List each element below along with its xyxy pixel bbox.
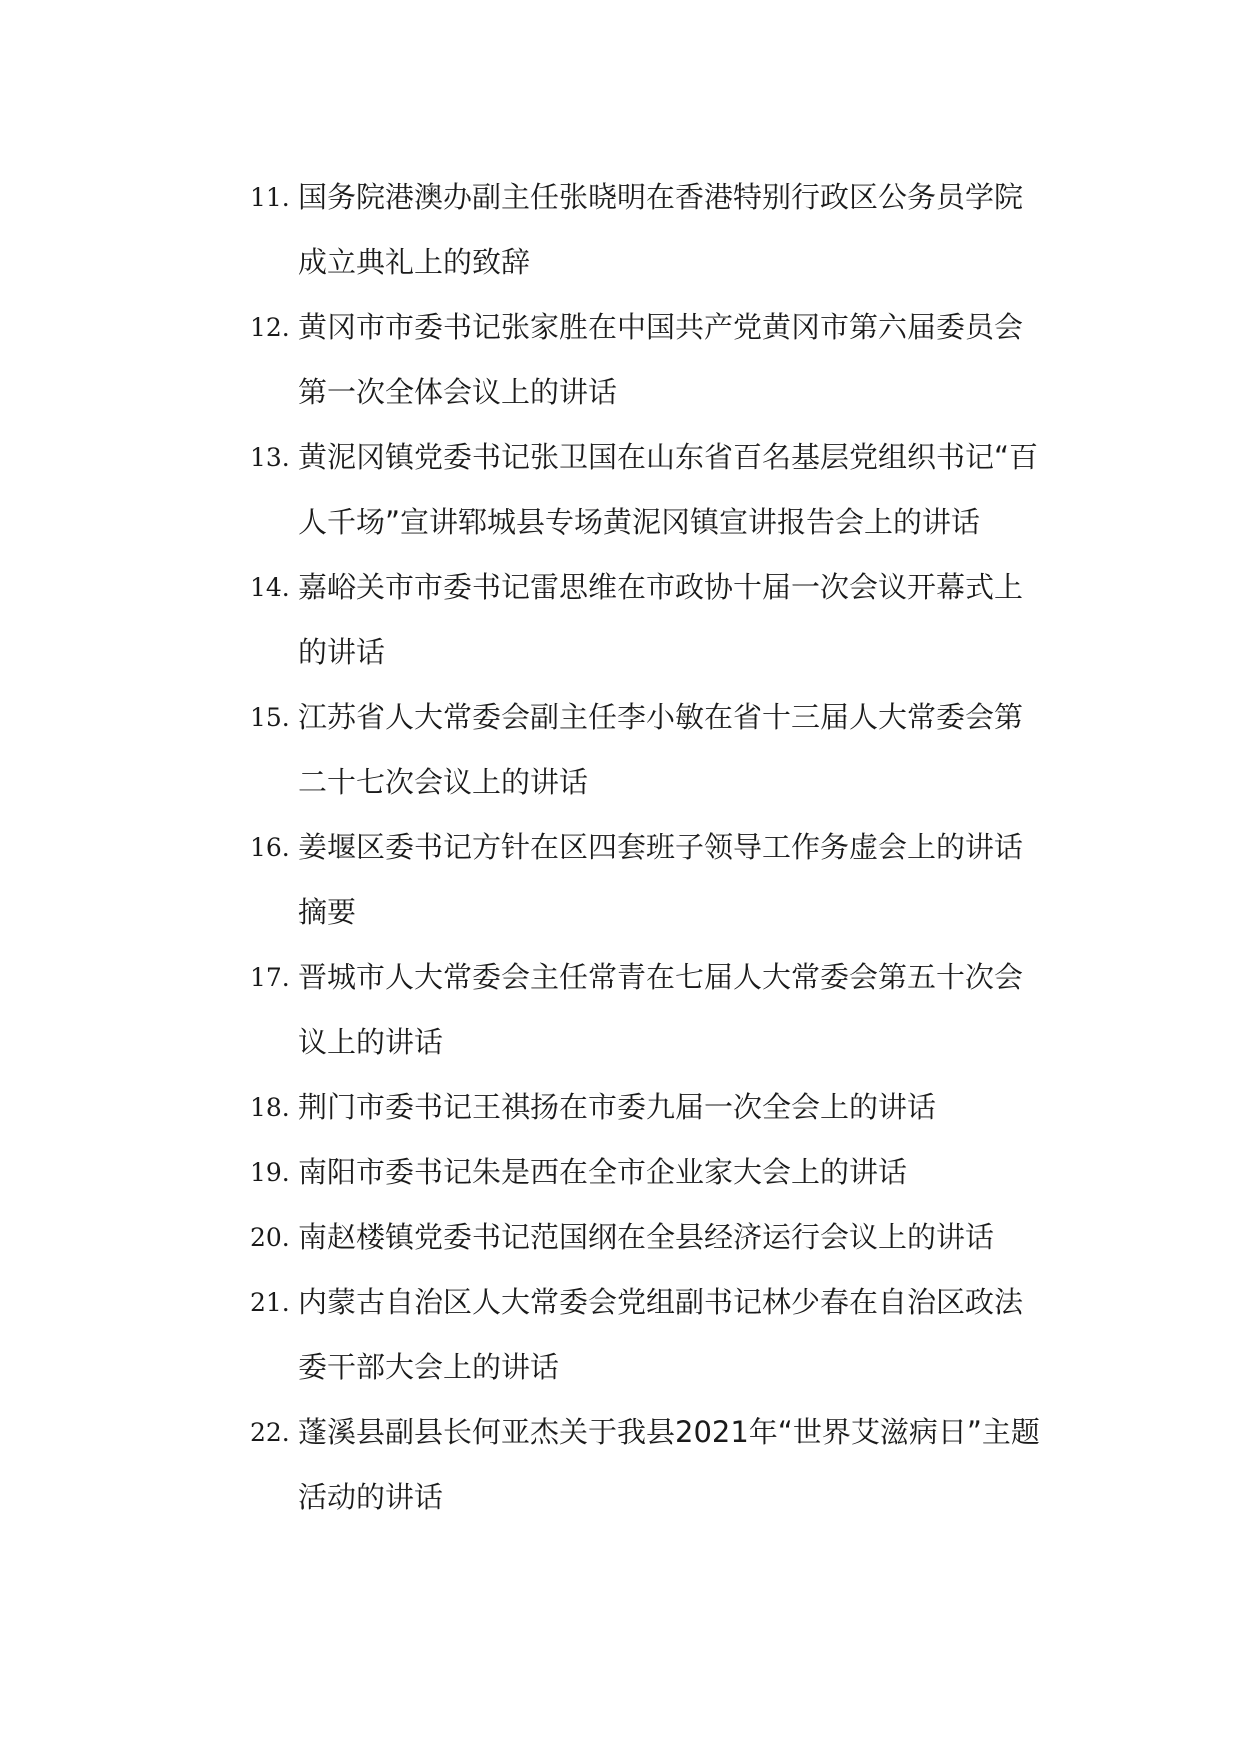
toc-item-title: 南阳市委书记朱是西在全市企业家大会上的讲话 — [298, 1155, 908, 1189]
toc-item-15 — [250, 685, 1040, 815]
toc-item-number: 19. — [250, 1158, 290, 1187]
toc-item-title: 国务院港澳办副主任张晓明在香港特别行政区公务员学院成立典礼上的致辞 — [298, 180, 1024, 279]
toc-item-number: 21. — [250, 1288, 290, 1317]
toc-item-14 — [250, 555, 1040, 685]
toc-item-number: 11. — [250, 183, 290, 212]
toc-item-13 — [250, 425, 1040, 555]
toc-list — [250, 165, 1040, 1530]
toc-item-title: 内蒙古自治区人大常委会党组副书记林少春在自治区政法委干部大会上的讲话 — [298, 1285, 1024, 1384]
toc-item-16 — [250, 815, 1040, 945]
toc-item-title: 蓬溪县副县长何亚杰关于我县2021年“世界艾滋病日”主题活动的讲话 — [298, 1415, 1040, 1514]
toc-item-22 — [250, 1400, 1040, 1530]
toc-item-title: 晋城市人大常委会主任常青在七届人大常委会第五十次会议上的讲话 — [298, 960, 1024, 1059]
toc-item-number: 22. — [250, 1418, 290, 1447]
toc-item-number: 16. — [250, 833, 290, 862]
toc-item-18 — [250, 1075, 1040, 1140]
toc-item-17 — [250, 945, 1040, 1075]
toc-item-title: 荆门市委书记王祺扬在市委九届一次全会上的讲话 — [298, 1090, 937, 1124]
toc-item-11 — [250, 165, 1040, 295]
toc-item-number: 12. — [250, 313, 290, 342]
toc-item-title: 姜堰区委书记方针在区四套班子领导工作务虚会上的讲话摘要 — [298, 830, 1024, 929]
toc-item-title: 黄冈市市委书记张家胜在中国共产党黄冈市第六届委员会第一次全体会议上的讲话 — [298, 310, 1024, 409]
toc-item-21 — [250, 1270, 1040, 1400]
toc-item-number: 15. — [250, 703, 290, 732]
toc-item-title: 黄泥冈镇党委书记张卫国在山东省百名基层党组织书记“百人千场”宣讲郓城县专场黄泥冈镇宣讲报告会上的讲话 — [298, 440, 1039, 539]
toc-item-19 — [250, 1140, 1040, 1205]
toc-item-20 — [250, 1205, 1040, 1270]
toc-item-number: 18. — [250, 1093, 290, 1122]
toc-item-12 — [250, 295, 1040, 425]
toc-item-title: 江苏省人大常委会副主任李小敏在省十三届人大常委会第二十七次会议上的讲话 — [298, 700, 1024, 799]
toc-item-number: 13. — [250, 443, 290, 472]
toc-item-number: 20. — [250, 1223, 290, 1252]
toc-item-number: 14. — [250, 573, 290, 602]
toc-item-title: 南赵楼镇党委书记范国纲在全县经济运行会议上的讲话 — [298, 1220, 995, 1254]
toc-item-title: 嘉峪关市市委书记雷思维在市政协十届一次会议开幕式上的讲话 — [298, 570, 1024, 669]
toc-item-number: 17. — [250, 963, 290, 992]
